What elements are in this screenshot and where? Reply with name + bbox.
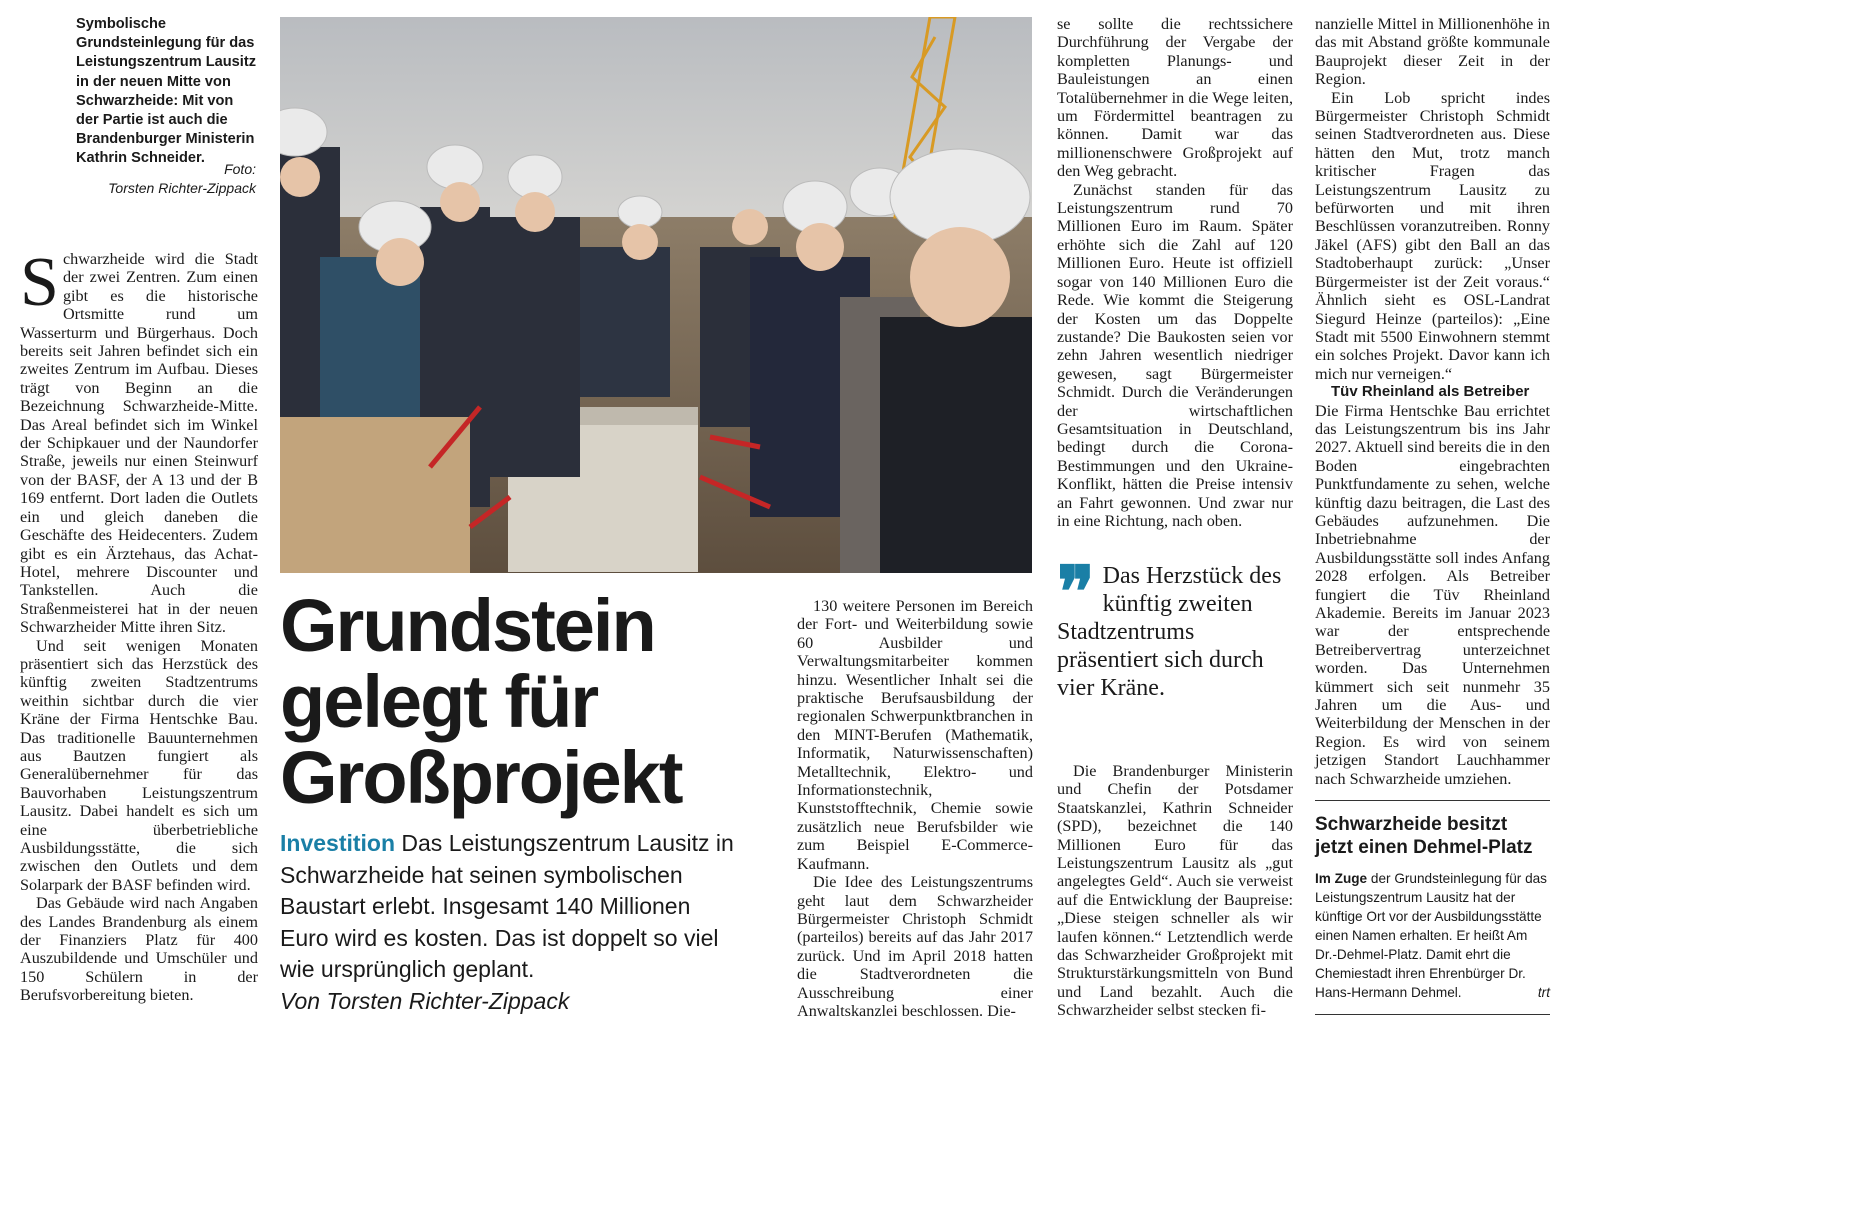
photo-caption: Symbolische Grundsteinlegung für das Leistungszentrum Lausitz in der neuen Mitte von Schwarzheide: Mit von der Partie ist auch die Brandenburger Ministerin Kathrin Schneider. [76,16,257,167]
article-photo [280,17,1032,573]
paragraph: Ein Lob spricht indes Bürgermeister Christoph Schmidt seinen Stadtverordneten aus. Diese hätten den Mut, trotz manch kritischer Fragen das Leistungszentrum Lausitz zu befürworten und mit ihren Beschlüssen voranzutreiben. Ronny Jäkel (AFS) gibt den Ball an das Stadtoberhaupt zurück: „Unser Bürgermeister ist der Zeit voraus.“ Ähnlich sieht es OSL-Landrat Siegurd Heinze (parteilos): „Eine Stadt mit 5500 Einwohnern stemmt ein solches Projekt. Davor kann ich mich nur verneigen.“ [1315,88,1550,383]
paragraph: Und seit wenigen Monaten präsentiert sich das Herzstück des künftig zweiten Stadtzentrums weithin sichtbar durch die vier Kräne der Firma Hentschke Bau. Das traditionelle Bauunternehmen aus Bautzen fungiert als Generalübernehmer für das Bauvorhaben Leistungszentrum Lausitz. Dabei handelt es sich um eine überbetriebliche Ausbildungsstätte, die sich zwischen den Outlets und dem Solarpark der BASF befinden wird. [20,636,258,894]
paragraph: Schwarzheide wird die Stadt der zwei Zentren. Zum einen gibt es die historische Ortsmitte rund um Wasserturm und Bürgerhaus. Doch bereits seit Jahren befindet sich ein zweites Zentrum im Aufbau. Dieses trägt von Beginn an die Bezeichnung Schwarzheide-Mitte. Das Areal befindet sich im Winkel der Schipkauer und der Naundorfer Straße, jeweils nur einen Steinwurf von der BASF, der A 13 und der B 169 entfernt. Dort laden die Outlets ein und gleich daneben die Geschäfte des Heidecenters. Zudem gibt es ein Ärztehaus, das Achat-Hotel, mehrere Discounter und Tankstellen. Auch die Straßenmeisterei hat in der neuen Schwarzheider Mitte ihren Sitz. [20,244,258,637]
article-column-5 [1315,15,1550,788]
info-box [1315,800,1550,1015]
teaser-text: Das Leistungszentrum Lausitz in Schwarzheide hat seinen symbolischen Baustart erlebt. Insgesamt 140 Millionen Euro wird es kosten. Das ist doppelt so viel wie ursprünglich geplant. [280,830,734,982]
paragraph: nanzielle Mittel in Millionenhöhe in das mit Abstand größte kommunale Bauprojekt dieser Zeit in der Region. [1315,15,1550,89]
article-column-4-top [1057,15,1293,530]
paragraph: Die Firma Hentschke Bau errichtet das Leistungszentrum bis ins Jahr 2027. Aktuell sind bereits die in den Boden eingebrachten Punktfundamente zu sehen, welche künftig dazu beitragen, die Last des Gebäudes aufzunehmen. Die Inbetriebnahme der Ausbildungsstätte soll indes Anfang 2028 erfolgen. Als Betreiber fungiert die Tüv Rheinland Akademie. Bereits im Januar 2023 war der entsprechende Betreibervertrag unterzeichnet worden. Das Unternehmen kümmert sich seit nunmehr 35 Jahren um die Aus- und Weiterbildung der Menschen in der Region. Es wird von seinem jetzigen Standort Lauchhammer nach Schwarzheide umziehen. [1315,401,1550,788]
author-byline: Von Torsten Richter-Zippack [280,987,570,1014]
info-box-lead: Im Zuge [1315,871,1368,886]
paragraph: se sollte die rechtssichere Durchführung der Vergabe der kompletten Planungs- und Bauleistungen an einen Totalübernehmer in die Wege leiten, um Fördermittel beantragen zu können. Damit war das millionenschwere Großprojekt auf den Weg gebracht. [1057,15,1293,181]
article-column-4-bottom [1057,762,1293,1020]
paragraph: Das Gebäude wird nach Angaben des Landes Brandenburg als einem der Finanziers Platz für 400 Auszubildende und Umschüler und 150 Schülern in der Berufsvorbereitung bieten. [20,894,258,1005]
pull-quote [1057,553,1297,702]
article-column-1 [20,244,258,1005]
teaser [280,828,740,1017]
dropcap: S [20,244,59,321]
quote-text: Das Herzstück des künftig zweiten Stadtzentrums präsentiert sich durch vier Kräne. [1057,563,1282,701]
kicker: Investition [280,830,396,856]
photo-credit-name: Torsten Richter-Zippack [108,180,256,196]
info-box-text: Im Zuge der Grundsteinlegung für das Leistungszentrum Lausitz hat der künftige Ort vor der Ausbildungsstätte einen Namen erhalten. Er heißt Am Dr.-Dehmel-Platz. Damit ehrt die Chemiestadt ihren Ehrenbürger Dr. Hans-Hermann Dehmel. trt [1315,871,1550,1000]
info-box-title: Schwarzheide besitzt jetzt einen Dehmel-Platz [1315,814,1533,858]
paragraph: Die Idee des Leistungszentrums geht laut dem Schwarzheider Bürgermeister Christoph Schmidt (parteilos) bereits auf das Jahr 2017 zurück. Und im April 2018 hatten die Stadtverordneten die Ausschreibung einer Anwaltskanzlei beschlossen. Die- [797,873,1033,1020]
paragraph: Zunächst standen für das Leistungszentrum rund 70 Millionen Euro im Raum. Später erhöhte sich die Zahl auf 120 Millionen Euro. Heute ist offiziell sogar von 140 Millionen Euro die Rede. Wie kommt die Steigerung der Kosten um das Doppelte zustande? Die Baukosten seien vor zehn Jahren wesentlich niedriger gewesen, sagt Bürgermeister Schmidt. Durch die Veränderungen der wirtschaftlichen Gesamtsituation in Deutschland, bedingt durch die Corona-Bestimmungen und den Ukraine-Konflikt, hätten die Preise intensiv an Fahrt gewonnen. Und zwar nur in eine Richtung, nach oben. [1057,180,1293,530]
paragraph: 130 weitere Personen im Bereich der Fort- und Weiterbildung sowie 60 Ausbilder und Verwaltungsmitarbeiter kommen hinzu. Wesentlicher Inhalt sei die praktische Berufsausbildung der regionalen Schwerpunktbranchen in den MINT-Berufen (Mathematik, Informatik, Naturwissenschaften) Metalltechnik, Elektro- und Informationstechnik, Kunststofftechnik, Chemie sowie zusätzlich neue Berufsbilder wie zum Beispiel E-Commerce-Kaufmann. [797,597,1033,873]
subheading: Tüv Rheinland als Betreiber [1331,383,1530,401]
photo-credit-label: Foto: [224,161,256,177]
author-signature: trt [1537,985,1550,1000]
groundbreaking-photo [280,17,1032,573]
headline: Grundstein gelegt für Großprojekt [280,584,682,819]
quote-mark-icon: ❞ [1057,553,1095,631]
photo-credit [76,160,256,198]
article-column-3 [797,597,1033,1020]
paragraph: Die Brandenburger Ministerin und Chefin der Potsdamer Staatskanzlei, Kathrin Schneider (SPD), bezeichnet die 140 Millionen Euro für das Leistungszentrum Lausitz als „gut angelegtes Geld“. Auch sie verweist auf die Entwicklung der Baupreise: „Diese steigen schneller als wir laufen können.“ Letztendlich werde das Schwarzheider Großprojekt mit Strukturstärkungsmitteln von Bund und Land bezahlt. Auch die Schwarzheider selbst stecken fi- [1057,762,1293,1020]
